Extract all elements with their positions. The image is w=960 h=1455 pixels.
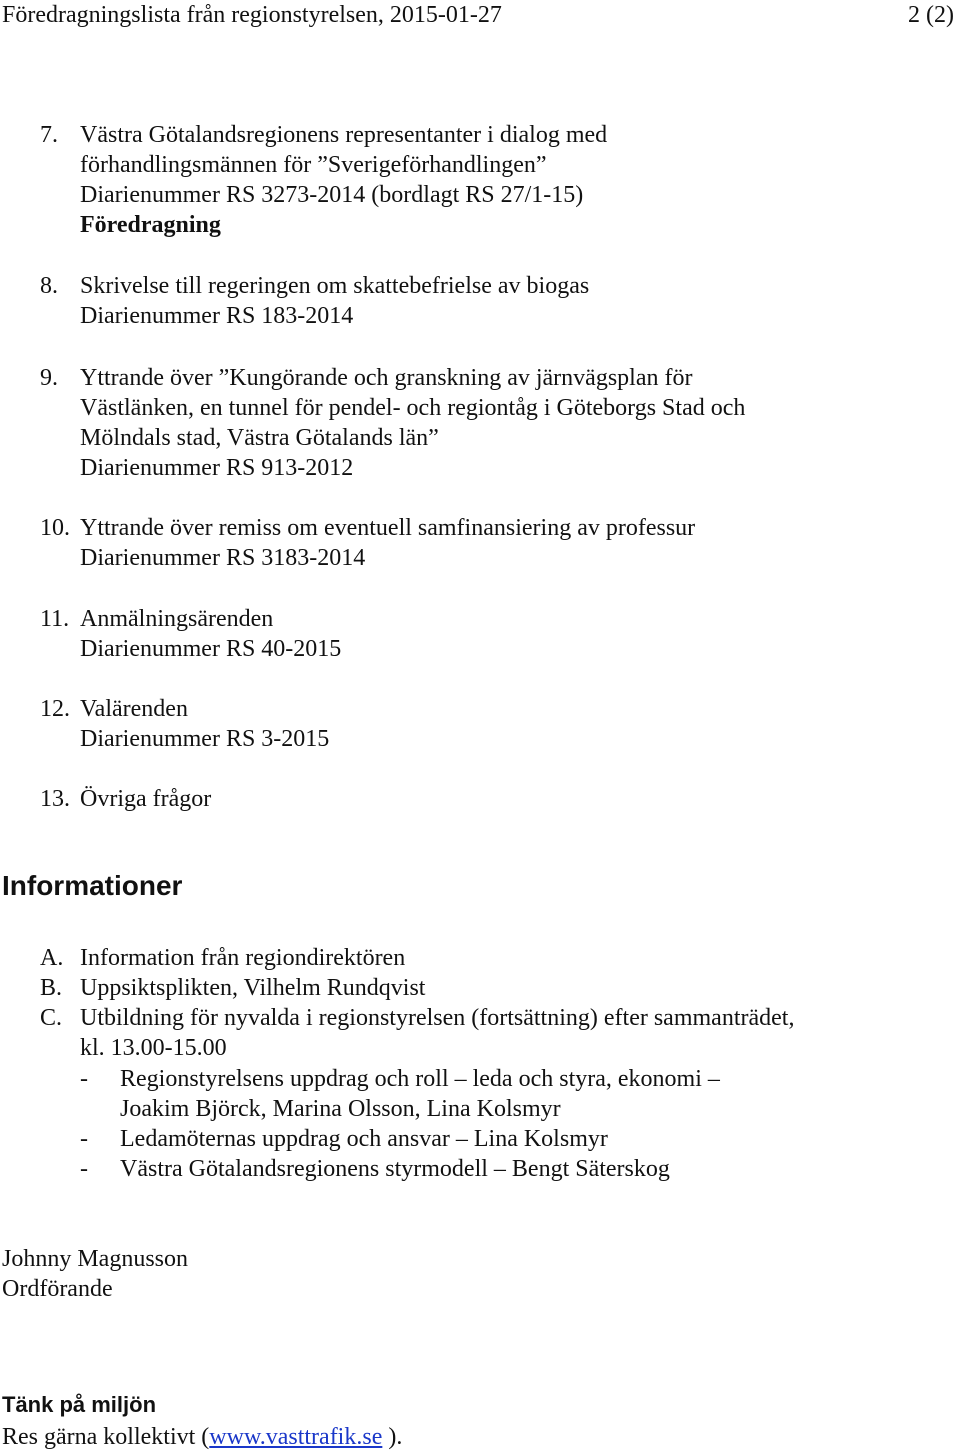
page-header [0,0,958,32]
agenda-item-13 [0,784,900,814]
item-line: Diarienummer RS 40-2015 [80,636,342,662]
item-number: 7. [40,122,58,148]
item-line: Övriga frågor [80,786,212,812]
footer [2,1388,402,1452]
info-letter: B. [40,975,63,1001]
item-line: Diarienummer RS 183-2014 [80,303,354,329]
item-number: 8. [40,273,58,299]
agenda-item-9 [0,363,900,483]
info-line: Information från regiondirektören [80,945,406,971]
page-number: 2 (2) [908,2,954,28]
info-line: kl. 13.00-15.00 [80,1035,227,1061]
info-line: Uppsiktsplikten, Vilhelm Rundqvist [80,975,426,1001]
agenda-item-8 [0,271,900,331]
item-line: Västra Götalandsregionens representanter i dialog med [80,122,608,148]
item-line: Valärenden [80,696,188,722]
sub-item [0,1154,940,1184]
item-line: Västlänken, en tunnel för pendel- och regiontåg i Göteborgs Stad och [80,395,746,421]
info-letter: A. [40,945,64,971]
item-line: Diarienummer RS 3273-2014 (bordlagt RS 27/1-15) [80,182,584,208]
sub-item-line: Joakim Björck, Marina Olsson, Lina Kolsmyr [120,1096,561,1122]
item-number: 10. [40,515,70,541]
info-letter: C. [40,1005,63,1031]
info-item-a [0,943,940,973]
sub-item-line: Regionstyrelsens uppdrag och roll – leda och styra, ekonomi – [120,1066,720,1092]
signature-name: Johnny Magnusson [2,1246,189,1272]
item-number: 9. [40,365,58,391]
item-line: Diarienummer RS 3-2015 [80,726,330,752]
sub-item [0,1124,940,1154]
dash-bullet: - [80,1126,88,1152]
agenda-item-7 [0,120,900,240]
item-number: 12. [40,696,70,722]
info-item-c [0,1003,940,1063]
footer-text-before: Res gärna kollektivt ( [2,1424,210,1450]
item-line: Anmälningsärenden [80,606,274,632]
item-line: Yttrande över remiss om eventuell samfinansiering av professur [80,515,696,541]
item-number: 13. [40,786,70,812]
item-line: förhandlingsmännen för ”Sverigeförhandlingen” [80,152,547,178]
dash-bullet: - [80,1066,88,1092]
document-title: Föredragningslista från regionstyrelsen, 2015-01-27 [2,2,502,28]
item-line: Diarienummer RS 3183-2014 [80,545,366,571]
item-bold-line: Föredragning [80,212,221,238]
dash-bullet: - [80,1156,88,1182]
footer-text-after: ). [382,1424,403,1450]
agenda-item-12 [0,694,900,754]
sub-item [0,1064,940,1124]
signature-block [2,1244,188,1304]
item-line: Skrivelse till regeringen om skattebefrielse av biogas [80,273,590,299]
sub-item-line: Ledamöternas uppdrag och ansvar – Lina Kolsmyr [120,1126,608,1152]
signature-role: Ordförande [2,1276,113,1302]
sub-item-line: Västra Götalandsregionens styrmodell – Bengt Säterskog [120,1156,670,1182]
footer-text [2,1422,402,1452]
footer-title: Tänk på miljön [2,1392,157,1417]
informationer-heading: Informationer [2,870,183,901]
item-line: Yttrande över ”Kungörande och granskning av järnvägsplan för [80,365,693,391]
info-line: Utbildning för nyvalda i regionstyrelsen (fortsättning) efter sammanträdet, [80,1005,795,1031]
agenda-item-10 [0,513,900,573]
vasttrafik-link[interactable]: www.vasttrafik.se [209,1424,383,1450]
item-line: Mölndals stad, Västra Götalands län” [80,425,439,451]
agenda-item-11 [0,604,900,664]
item-number: 11. [40,606,70,632]
item-line: Diarienummer RS 913-2012 [80,455,354,481]
info-item-b [0,973,940,1003]
